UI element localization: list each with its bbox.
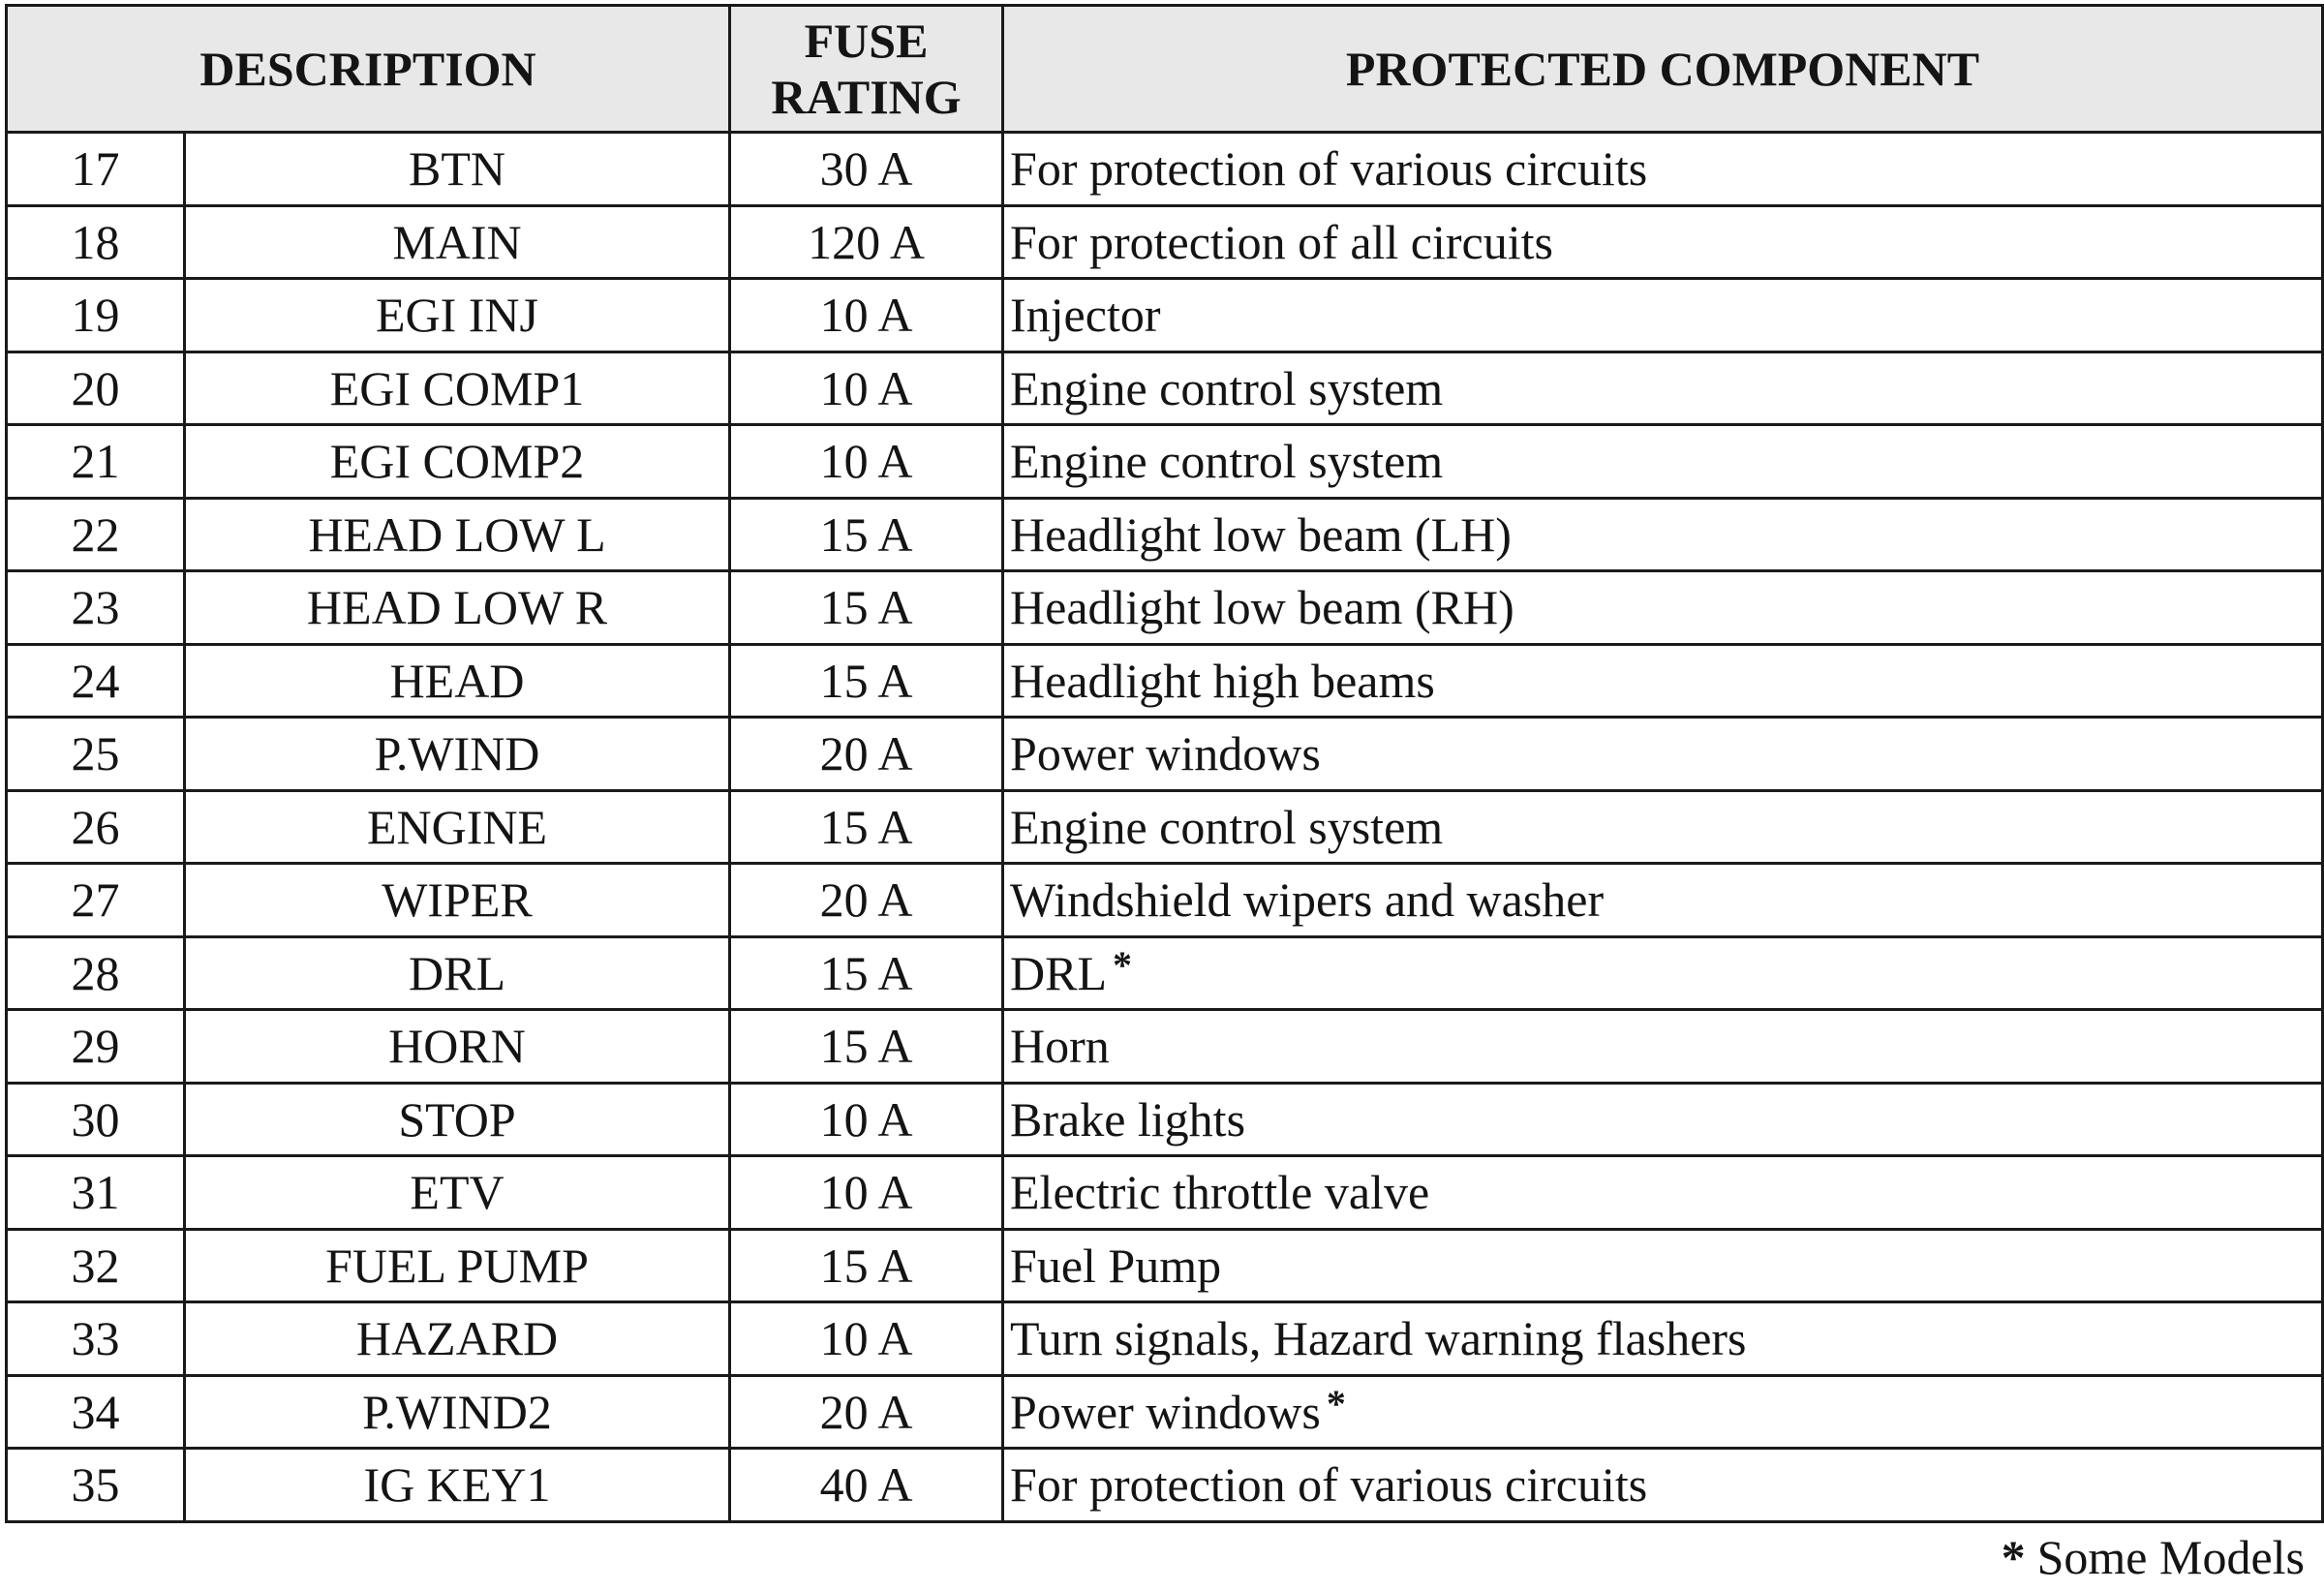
fuse-rating-cell: 15 A — [730, 790, 1003, 864]
fuse-rating-cell: 15 A — [730, 936, 1003, 1010]
protected-component-cell — [1003, 1156, 2323, 1230]
fuse-rating-cell: 120 A — [730, 205, 1003, 279]
protected-component-text: Headlight low beam (RH) — [1010, 580, 1514, 635]
fuse-rating-cell: 15 A — [730, 498, 1003, 571]
protected-component-text: DRL — [1010, 945, 1108, 1000]
footnote — [2002, 1528, 2305, 1586]
table-row — [7, 864, 2323, 937]
protected-component-cell — [1003, 425, 2323, 499]
fuse-rating-cell: 10 A — [730, 1083, 1003, 1156]
table-row — [7, 498, 2323, 571]
protected-component-text: For protection of all circuits — [1010, 214, 1553, 269]
table-row — [7, 1083, 2323, 1156]
protected-component-text: Horn — [1010, 1019, 1110, 1074]
fuse-description-cell: IG KEY1 — [185, 1449, 730, 1522]
protected-component-text: For protection of various circuits — [1010, 1457, 1648, 1513]
fuse-rating-cell: 30 A — [730, 133, 1003, 206]
fuse-rating-cell: 15 A — [730, 644, 1003, 718]
fuse-number-cell: 19 — [7, 279, 185, 352]
protected-component-cell — [1003, 205, 2323, 279]
fuse-rating-cell: 10 A — [730, 1302, 1003, 1376]
table-row — [7, 352, 2323, 425]
protected-component-cell — [1003, 1229, 2323, 1302]
fuse-number-cell: 26 — [7, 790, 185, 864]
fuse-number-cell: 30 — [7, 1083, 185, 1156]
some-models-asterisk: * — [1113, 942, 1133, 987]
fuse-rating-cell: 15 A — [730, 1229, 1003, 1302]
table-row — [7, 790, 2323, 864]
table-row — [7, 1302, 2323, 1376]
fuse-number-cell: 29 — [7, 1010, 185, 1084]
table-row — [7, 644, 2323, 718]
protected-component-cell — [1003, 644, 2323, 718]
footnote-asterisk: * — [2001, 1530, 2026, 1584]
protected-component-cell — [1003, 133, 2323, 206]
fuse-number-cell: 31 — [7, 1156, 185, 1230]
fuse-number-cell: 25 — [7, 718, 185, 791]
protected-component-text: Power windows — [1010, 1384, 1321, 1439]
table-row — [7, 1229, 2323, 1302]
fuse-number-cell: 35 — [7, 1449, 185, 1522]
fuse-number-cell: 34 — [7, 1375, 185, 1449]
protected-component-text: Brake lights — [1010, 1091, 1246, 1147]
protected-component-text: Headlight low beam (LH) — [1010, 506, 1512, 562]
fuse-number-cell: 20 — [7, 352, 185, 425]
table-row — [7, 1449, 2323, 1522]
protected-component-text: Headlight high beams — [1010, 653, 1435, 708]
fuse-description-cell: DRL — [185, 936, 730, 1010]
fuse-description-cell: WIPER — [185, 864, 730, 937]
table-header — [7, 6, 2323, 133]
fuse-description-cell: HEAD — [185, 644, 730, 718]
protected-component-cell — [1003, 790, 2323, 864]
fuse-description-cell: ETV — [185, 1156, 730, 1230]
fuse-rating-cell: 15 A — [730, 1010, 1003, 1084]
table-row — [7, 936, 2323, 1010]
footnote-text: Some Models — [2036, 1530, 2305, 1584]
fuse-rating-cell: 10 A — [730, 1156, 1003, 1230]
fuse-number-cell: 28 — [7, 936, 185, 1010]
protected-component-cell — [1003, 279, 2323, 352]
header-description: DESCRIPTION — [7, 6, 730, 133]
fuse-number-cell: 24 — [7, 644, 185, 718]
fuse-number-cell: 22 — [7, 498, 185, 571]
fuse-number-cell: 27 — [7, 864, 185, 937]
table-row — [7, 1010, 2323, 1084]
fuse-description-cell: HAZARD — [185, 1302, 730, 1376]
fuse-rating-cell: 10 A — [730, 279, 1003, 352]
fuse-rating-cell: 15 A — [730, 571, 1003, 645]
protected-component-cell — [1003, 1083, 2323, 1156]
protected-component-text: Engine control system — [1010, 434, 1444, 489]
fuse-description-cell: HEAD LOW R — [185, 571, 730, 645]
protected-component-cell — [1003, 352, 2323, 425]
table-row — [7, 1156, 2323, 1230]
protected-component-cell — [1003, 718, 2323, 791]
header-row — [7, 6, 2323, 133]
fuse-rating-cell: 10 A — [730, 425, 1003, 499]
header-fuse-rating — [730, 6, 1003, 133]
protected-component-cell — [1003, 1449, 2323, 1522]
protected-component-text: Injector — [1010, 288, 1161, 343]
table-row — [7, 571, 2323, 645]
protected-component-cell — [1003, 1010, 2323, 1084]
fuse-description-cell: HEAD LOW L — [185, 498, 730, 571]
protected-component-cell — [1003, 1375, 2323, 1449]
fuse-rating-cell: 20 A — [730, 1375, 1003, 1449]
protected-component-text: Engine control system — [1010, 360, 1444, 415]
header-fuse-rating-line2: RATING — [771, 70, 962, 124]
header-protected-component: PROTECTED COMPONENT — [1003, 6, 2323, 133]
table-row — [7, 205, 2323, 279]
protected-component-text: For protection of various circuits — [1010, 141, 1648, 197]
some-models-asterisk: * — [1326, 1381, 1346, 1425]
protected-component-cell — [1003, 864, 2323, 937]
fuse-rating-cell: 10 A — [730, 352, 1003, 425]
fuse-description-cell: STOP — [185, 1083, 730, 1156]
table-row — [7, 279, 2323, 352]
protected-component-text: Fuel Pump — [1010, 1238, 1222, 1293]
table-row — [7, 133, 2323, 206]
fuse-description-cell: P.WIND2 — [185, 1375, 730, 1449]
protected-component-text: Engine control system — [1010, 799, 1444, 854]
table-row — [7, 425, 2323, 499]
protected-component-cell — [1003, 571, 2323, 645]
fuse-description-cell: P.WIND — [185, 718, 730, 791]
fuse-description-cell: BTN — [185, 133, 730, 206]
fuse-description-cell: EGI COMP1 — [185, 352, 730, 425]
fuse-number-cell: 32 — [7, 1229, 185, 1302]
fuse-number-cell: 33 — [7, 1302, 185, 1376]
fuse-description-cell: HORN — [185, 1010, 730, 1084]
fuse-rating-cell: 40 A — [730, 1449, 1003, 1522]
fuse-number-cell: 17 — [7, 133, 185, 206]
fuse-number-cell: 21 — [7, 425, 185, 499]
fuse-rating-cell: 20 A — [730, 864, 1003, 937]
fuse-description-cell: EGI INJ — [185, 279, 730, 352]
fuse-description-cell: FUEL PUMP — [185, 1229, 730, 1302]
fuse-description-cell: EGI COMP2 — [185, 425, 730, 499]
protected-component-text: Windshield wipers and washer — [1010, 872, 1605, 928]
fuse-number-cell: 23 — [7, 571, 185, 645]
table-body — [7, 133, 2323, 1522]
fuse-description-cell: ENGINE — [185, 790, 730, 864]
fuse-rating-cell: 20 A — [730, 718, 1003, 791]
table-row — [7, 1375, 2323, 1449]
protected-component-cell — [1003, 936, 2323, 1010]
fuse-description-cell: MAIN — [185, 205, 730, 279]
fuse-number-cell: 18 — [7, 205, 185, 279]
protected-component-cell — [1003, 498, 2323, 571]
fuse-table — [5, 4, 2324, 1523]
protected-component-cell — [1003, 1302, 2323, 1376]
protected-component-text: Electric throttle valve — [1010, 1165, 1430, 1220]
protected-component-text: Power windows — [1010, 726, 1321, 781]
header-fuse-rating-line1: FUSE — [804, 14, 929, 68]
protected-component-text: Turn signals, Hazard warning flashers — [1010, 1311, 1747, 1366]
table-row — [7, 718, 2323, 791]
